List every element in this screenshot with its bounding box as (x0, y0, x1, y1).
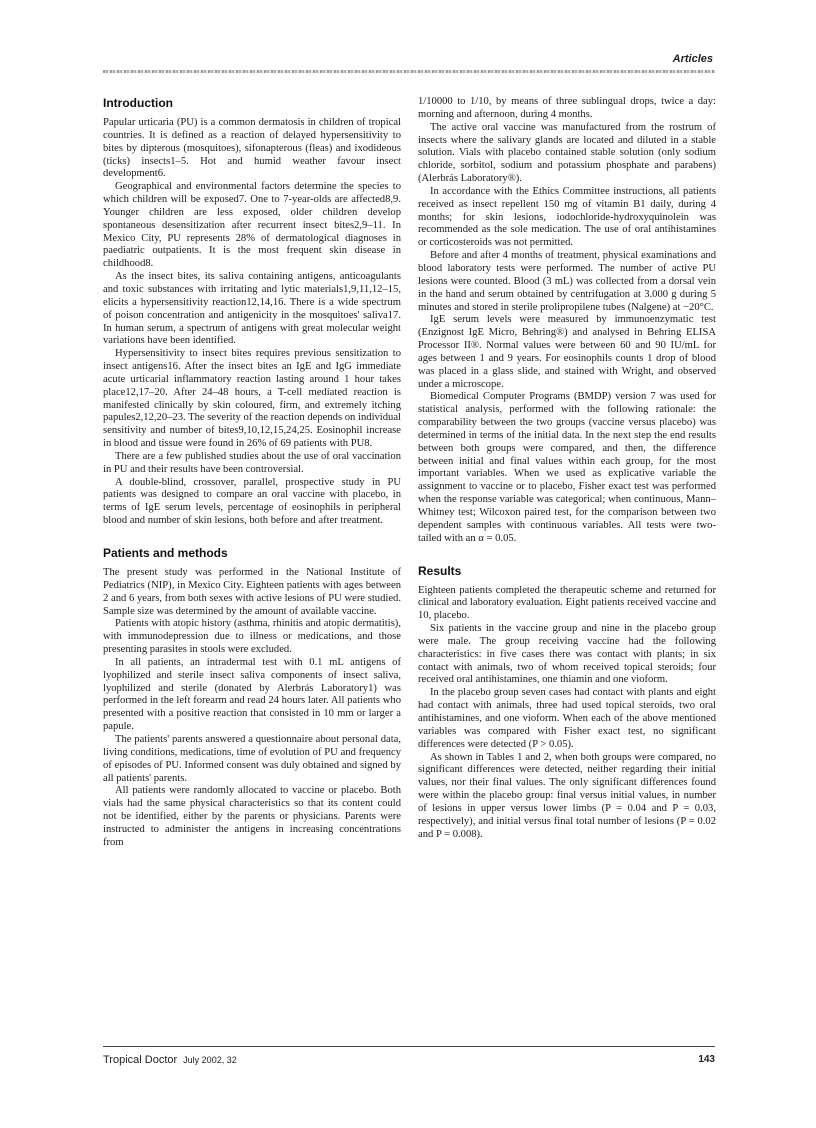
methods-paragraph: In all patients, an intradermal test with 0.1 mL antigens of lyophilized and sterile insect saliva components of insect saliva, lyophilized and sterile (donated by Alerbrás Laboratory1) was performed in the left forearm and read 24 hours later. All patients who presented with a positive reaction that consisted in 10 mm or larger a papule. (103, 656, 401, 733)
methods-paragraph: The active oral vaccine was manufactured from the rostrum of insects where the salivary glands are located and diluted in a stable solution. Vials with placebo contained stable solution (only sodium chloride, sorbitol, sodium and potassium phosphate and parabens) (Alerbrás Laboratory®). (418, 121, 716, 185)
methods-paragraph: Patients with atopic history (asthma, rhinitis and atopic dermatitis), with immunodepression due to illness or medications, and those presenting parasites in stools were excluded. (103, 618, 401, 656)
results-heading: Results (418, 563, 462, 578)
journal-name: Tropical Doctor (103, 1054, 178, 1066)
results-paragraph: In the placebo group seven cases had contact with plants and eight had contact with animals, three had used topical steroids, two oral antihistamines, and one vioform. When each of the above mentioned variables was compared with Fisher exact test, no significant differences were detected (P > 0.05). (418, 687, 716, 750)
results-paragraph: Eighteen patients completed the therapeutic scheme and returned for clinical and laboratory evaluation. Eight patients received vaccine and 10, placebo. (418, 584, 716, 622)
methods-paragraph: 1/10000 to 1/10, by means of three sublingual drops, twice a day: morning and afternoon, during 4 months. (418, 96, 716, 120)
left-column (103, 96, 401, 850)
methods-paragraph: IgE serum levels were measured by immunoenzymatic test (Enzignost IgE Micro, Behring®) and analysed in Behring ELISA Processor II®. Normal values were between 60 and 90 IU/mL for ages between 1 and 9 years. For eosinophils counts 1 drop of blood was placed in a glass slide, and stained with Wright, and observed under a microscope. (418, 314, 716, 390)
footer-rule (103, 1046, 715, 1047)
methods-paragraph: Before and after 4 months of treatment, physical examinations and blood laboratory tests were performed. The number of active PU lesions were counted. Blood (3 mL) was collected from a dorsal vein in the hand and serum obtained by centrifugation at 3.000 g during 5 minutes and stored in sterile prolipropilene tubes (Nalgene) at −20°C. (418, 250, 716, 313)
methods-heading: Patients and methods (103, 546, 228, 560)
header-rule (103, 70, 715, 73)
methods-paragraph: The patients' parents answered a questionnaire about personal data, living conditions, medications, time of evolution of PU and frequency of episodes of PU. Informed consent was duly obtained and signed by all patients' parents. (103, 733, 401, 784)
footer-journal (103, 1054, 237, 1066)
intro-paragraph: As the insect bites, its saliva containing antigens, anticoagulants and toxic substances with irritating and lytic materials1,9,11,12–15, elicits a hypersensitivity reaction12,14,16. There is a wide spectrum of poison concentration and antigenicity in the mosquitoes' saliva17. In human serum, a spectrum of antigens with great molecular weight variations have been identified. (103, 271, 401, 347)
intro-paragraph: Geographical and environmental factors determine the species to which children will be exposed7. One to 7-year-olds are affected8,9. Younger children are less exposed, older children develop spontaneous desensitization after recurrent insect bites2,9–11. In Mexico City, PU represents 28% of dermatological diagnoses in paediatric outpatients. It is the most frequent skin disease in childhood8. (103, 181, 401, 270)
intro-paragraph: There are a few published studies about the use of oral vaccination in PU and their results have been controversial. (103, 450, 401, 475)
intro-paragraph: A double-blind, crossover, parallel, prospective study in PU patients was designed to compare an oral vaccine with placebo, in terms of IgE serum levels, percentage of eosinophils in peripheral blood and number of skin lesions, both before and after treatment. (103, 476, 401, 527)
results-paragraph: As shown in Tables 1 and 2, when both groups were compared, no significant differences were detected, neither regarding their initial values, nor their final values. The only significant differences found were within the placebo group: final versus initial values, in number of lesions in upper versus lower limbs (P = 0.04 and P = 0.03, respectively), and initial versus final total number of lesions (P = 0.02 and P = 0.008). (418, 751, 716, 840)
intro-paragraph: Hypersensitivity to insect bites requires previous sensitization to insect antigens16. After the insect bites an IgE and IgG immediate acute urticarial inflammatory reaction lasting around 1 hour takes place12,17–20. After 24–48 hours, a T-cell mediated reaction is manifested clinically by skin coloured, firm, and extremely itching papules2,12,20–23. The severity of the reaction depends on individual sensitivity and number of bites9,10,12,15,24,25. Eosinophil increase in blood and tissue were found in 26% of 69 patients with PU8. (103, 348, 401, 450)
methods-paragraph: Biomedical Computer Programs (BMDP) version 7 was used for statistical analysis, performed with the following rationale: the comparability between the two groups (vaccine versus placebo) was determined in terms of the initial data. In the next step the end results between both groups were compared, and then, the difference between initial and final values within each group, for the most important variables. When we used as explicative variable the assignment to vaccine or to placebo, Fisher exact test was performed when the response variable was categorical; when continuous, Mann–Whitney test; Wilcoxon paired test, for the comparison between two dependent samples with continuous variables. All tests were two-tailed with an α = 0.05. (418, 391, 716, 544)
methods-paragraph: The present study was performed in the National Institute of Pediatrics (NIP), in Mexico City. Eighteen patients with ages between 2 and 6 years, from both sexes with active lesions of PU were studied. Sample size was determined by the amount of available vaccine. (103, 567, 401, 617)
introduction-heading: Introduction (103, 96, 173, 110)
methods-paragraph: In accordance with the Ethics Committee instructions, all patients received as insect repellent 150 mg of vitamin B1 daily, during 4 months; for skin lesions, iodochloride-hydroxyquinolein was recommended as the sole medication. The use of oral antihistamines or corticosteroids was not permitted. (418, 185, 716, 249)
page-number: 143 (698, 1054, 715, 1065)
section-label: Articles (672, 53, 713, 65)
results-paragraph: Six patients in the vaccine group and nine in the placebo group were male. The group receiving vaccine had the following characteristics: in five cases there was contact with plants; in six contact with animals, two of whom received topical steroids; four received oral antihistamines, one thiamin and one vioform. (418, 623, 716, 686)
journal-date-volume: July 2002, 32 (183, 1055, 237, 1065)
intro-paragraph: Papular urticaria (PU) is a common dermatosis in children of tropical countries. It is defined as a reaction of delayed hypersensitivity to bites by dipterous (mosquitoes), sifonapterous (fleas) and ixodideous (ticks) insects1–5. Hot and humid weather favour insect development6. (103, 117, 401, 180)
right-column (418, 96, 716, 841)
methods-paragraph: All patients were randomly allocated to vaccine or placebo. Both vials had the same physical characteristics so that its content could not be identified, either by the parents or physicians. Parents were instructed to administer the antigens in increasing concentrations from (103, 785, 401, 848)
